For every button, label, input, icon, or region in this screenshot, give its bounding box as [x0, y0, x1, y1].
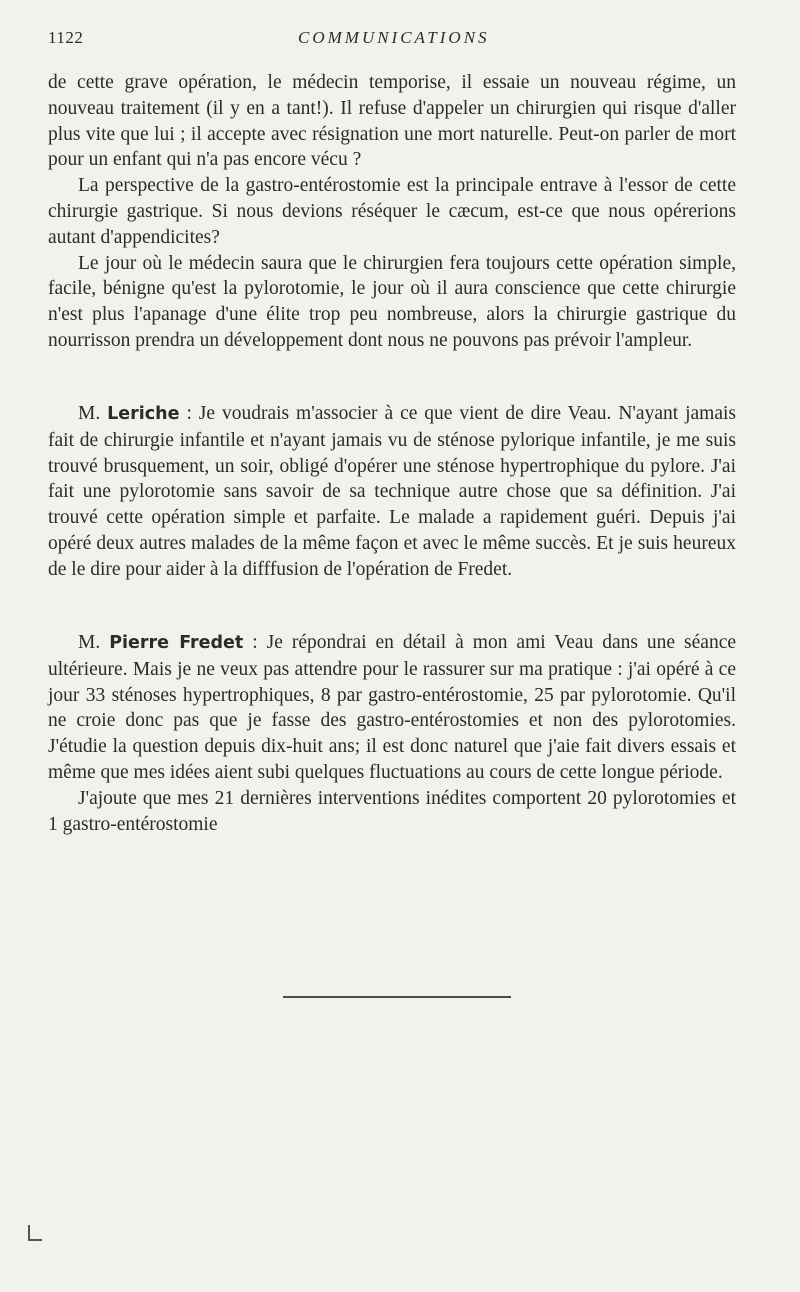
fredet-text: : Je répondrai en détail à mon ami Veau dans une séance ultérieure. Mais je ne veux pas attendre pour le rassurer sur ma pratique : j'ai opéré à ce jour 33 sténoses hypertrophiques, 8 par gastro-entérostomie, 25 par pylorotomie. Qu'il ne croie donc pas que je fasse des gastro-entérostomies et non des pylorotomies. J'étudie la question depuis dix-huit ans; il est donc naturel que j'aie fait divers essais et même que mes idées aient subi quelques fluctuations au cours de cette longue période.: [48, 632, 736, 783]
paragraph-continuation: de cette grave opération, le médecin temporise, il essaie un nouveau régime, un nouveau traitement (il y en a tant!). Il refuse d'appeler un chirurgien qui risque d'aller plus vite que lui ; il accepte avec résignation une mort naturelle. Peut-on parler de mort pour un enfant qui n'a pas encore vécu ?: [48, 72, 736, 171]
paragraph-future-development: Le jour où le médecin saura que le chirurgien fera toujours cette opération simple, facile, bénigne qu'est la pylorotomie, le jour où il aura conscience que cette chirurgie n'est plus l'apanage d'une élite trop peu nombreuse, alors la chirurgie gastrique du nourrisson prendra un développement dont nous ne pouvons pas prévoir l'ampleur.: [48, 252, 736, 351]
margin-corner-mark: [28, 1225, 42, 1241]
speaker-name-leriche: Leriche: [107, 404, 180, 424]
opening-section: [48, 70, 736, 354]
speaker-title: M.: [78, 632, 110, 653]
fredet-continuation: J'ajoute que mes 21 dernières interventions inédites comportent 20 pylorotomies et 1 gastro-entérostomie: [48, 787, 736, 835]
leriche-text: : Je voudrais m'associer à ce que vient de dire Veau. N'ayant jamais fait de chirurgie infantile et n'ayant jamais vu de sténose pylorique infantile, je me suis trouvé brusquement, un soir, obligé d'opérer une sténose hypertrophique du pylore. J'ai fait une pylorotomie sans savoir de sa technique autre chose que sa définition. J'ai trouvé cette opération simple et parfaite. Le malade a rapidement guéri. Depuis j'ai opéré deux autres malades de la même façon et avec le même succès. Et je suis heureux de le dire pour aider à la difffusion de l'opération de Fredet.: [48, 403, 736, 580]
fredet-intervention: [48, 630, 736, 837]
leriche-paragraph: [48, 401, 736, 583]
page-header: [48, 28, 738, 52]
running-head: COMMUNICATIONS: [298, 28, 490, 47]
fredet-paragraph: [48, 630, 736, 786]
page-number: 1122: [48, 28, 84, 47]
leriche-intervention: [48, 401, 736, 583]
speaker-title: M.: [78, 403, 108, 424]
end-rule-divider: [283, 996, 511, 998]
speaker-name-fredet: Pierre Fredet: [109, 633, 244, 653]
paragraph-gastro-enterostomy: La perspective de la gastro-entérostomie est la principale entrave à l'essor de cette chirurgie gastrique. Si nous devions réséquer le cæcum, est-ce que nous opérerions autant d'appendicites?: [48, 175, 736, 248]
